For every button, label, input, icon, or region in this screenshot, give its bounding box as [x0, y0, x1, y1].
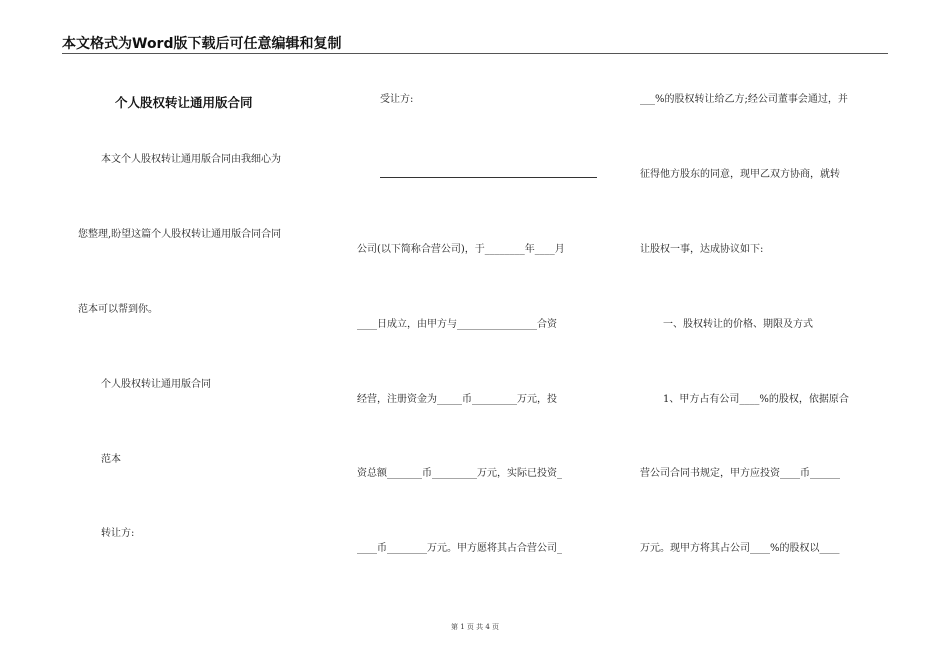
col1-line-6: 转让方: [101, 528, 135, 539]
col2-line-2: 公司(以下简称合营公司)，于________年____月 [357, 244, 565, 255]
col1-line-2: 您整理,盼望这篇个人股权转让通用版合同合同 [78, 229, 282, 240]
col3-line-3: 让股权一事，达成协议如下: [640, 244, 764, 255]
col2-line-1: 受让方: [380, 94, 414, 105]
col1-line-4: 个人股权转让通用版合同 [101, 379, 211, 390]
col2-underline [380, 177, 597, 178]
page-number: 第 1 页 共 4 页 [450, 623, 500, 631]
col3-line-2: 征得他方股东的同意，现甲乙双方协商，就转 [640, 169, 840, 180]
col1-line-1: 本文个人股权转让通用版合同由我细心为 [101, 154, 281, 165]
col3-line-4: 一、股权转让的价格、期限及方式 [663, 319, 813, 330]
col2-line-3: ____日成立，由甲方与________________合资 [357, 319, 557, 330]
col2-line-6: ____币________万元。甲方愿将其占合营公司_ [357, 543, 562, 554]
col2-line-4: 经营，注册资金为_____币_________万元，投 [357, 394, 557, 405]
page-header [62, 33, 888, 54]
document-title: 个人股权转让通用版合同 [115, 95, 253, 110]
col3-line-1: ___%的股权转让给乙方;经公司董事会通过，并 [640, 94, 848, 105]
header-text: 本文格式为Word版下载后可任意编辑和复制 [62, 36, 342, 52]
col3-line-6: 营公司合同书规定，甲方应投资____币______ [640, 468, 840, 479]
col1-line-5: 范本 [101, 454, 121, 465]
col3-line-7: 万元。现甲方将其占公司____%的股权以____ [640, 543, 840, 554]
col2-line-5: 资总额_______币_________万元，实际已投资_ [357, 468, 562, 479]
col3-line-5: 1、甲方占有公司____%的股权，依据原合 [663, 394, 849, 405]
col1-line-3: 范本可以帮到你。 [78, 304, 158, 315]
